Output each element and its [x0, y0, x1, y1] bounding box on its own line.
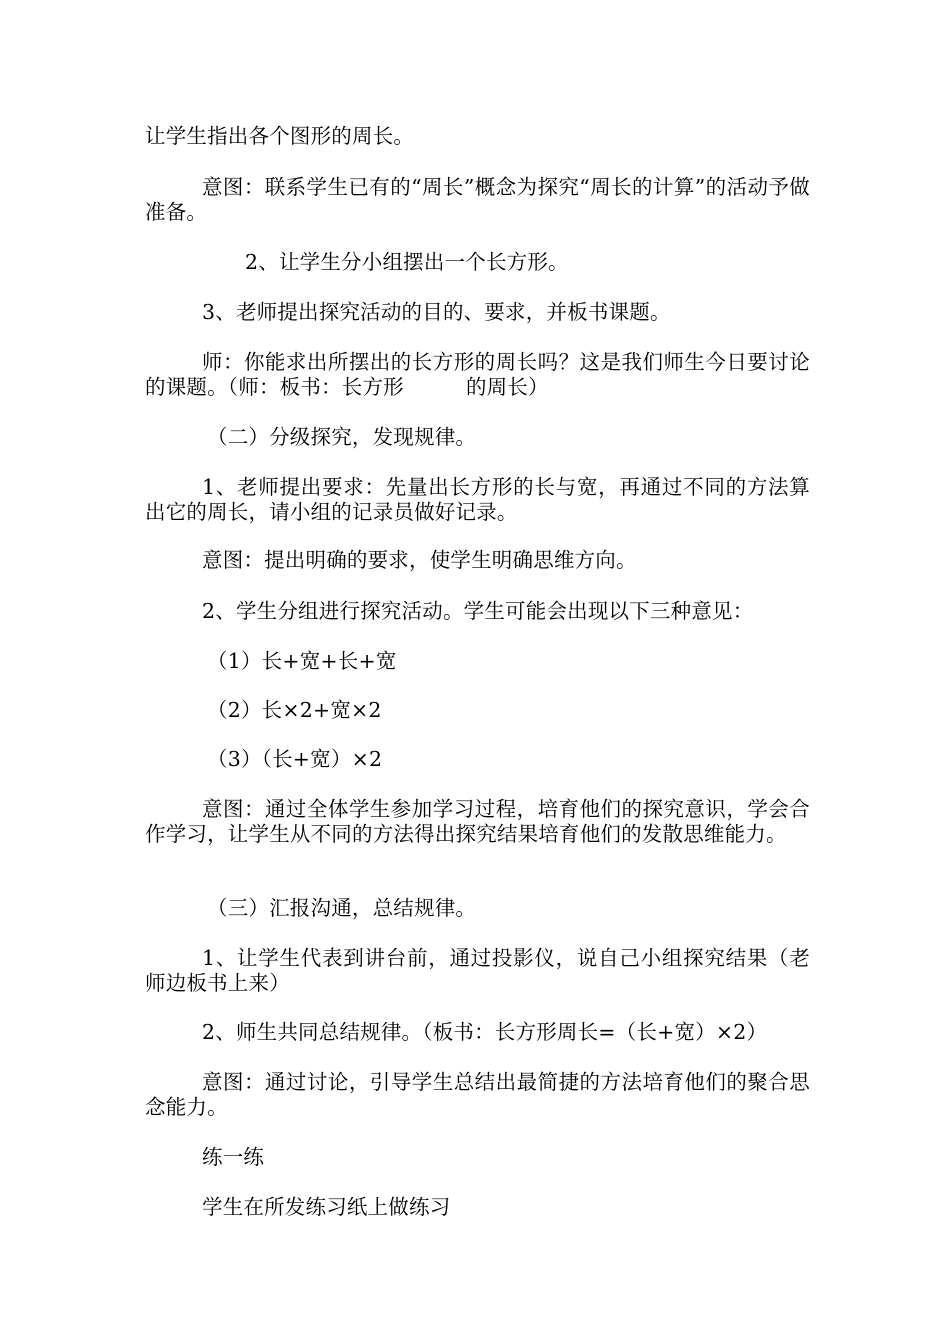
- paragraph-report-1: 1、让学生代表到讲台前，通过投影仪，说自己小组探究结果（老师边板书上来）: [145, 946, 810, 995]
- paragraph-teacher-question: 师：你能求出所摆出的长方形的周长吗？这是我们师生今日要讨论的课题。（师：板书：长方形 的周长）: [145, 350, 810, 399]
- paragraph-intent-3: 意图：通过全体学生参加学习过程，培育他们的探究意识，学会合作学习，让学生从不同的方法得出探究结果培育他们的发散思维能力。: [145, 797, 810, 846]
- formula-option-3: （3）（长+宽）×2: [207, 747, 383, 771]
- section-heading-2: （二）分级探究，发现规律。: [207, 425, 477, 449]
- section-heading-3: （三）汇报沟通，总结规律。: [207, 896, 477, 920]
- paragraph-summary-2: 2、师生共同总结规律。（板书：长方形周长=（长+宽）×2）: [202, 1020, 768, 1044]
- paragraph-step-3-goal: 3、老师提出探究活动的目的、要求，并板书课题。: [202, 300, 671, 324]
- paragraph-requirement-1: 1、老师提出要求：先量出长方形的长与宽，再通过不同的方法算出它的周长，请小组的记录员做好记录。: [145, 475, 810, 524]
- formula-option-1: （1）长+宽+长+宽: [207, 649, 397, 673]
- paragraph-practice-heading: 练一练: [202, 1145, 265, 1169]
- paragraph-practice-task: 学生在所发练习纸上做练习: [202, 1195, 451, 1219]
- paragraph-intent-1: 意图：联系学生已有的“周长”概念为探究“周长的计算”的活动予做准备。: [145, 175, 810, 224]
- paragraph-intent-4: 意图：通过讨论，引导学生总结出最简捷的方法培育他们的聚合思念能力。: [145, 1070, 810, 1119]
- formula-option-2: （2）长×2+宽×2: [207, 698, 382, 722]
- paragraph-step-2-rectangle: 2、让学生分小组摆出一个长方形。: [245, 250, 569, 274]
- paragraph-group-activity: 2、学生分组进行探究活动。学生可能会出现以下三种意见：: [202, 599, 754, 623]
- paragraph-intent-2: 意图：提出明确的要求，使学生明确思维方向。: [202, 548, 637, 572]
- paragraph-perimeter-intro: 让学生指出各个图形的周长。: [145, 124, 415, 148]
